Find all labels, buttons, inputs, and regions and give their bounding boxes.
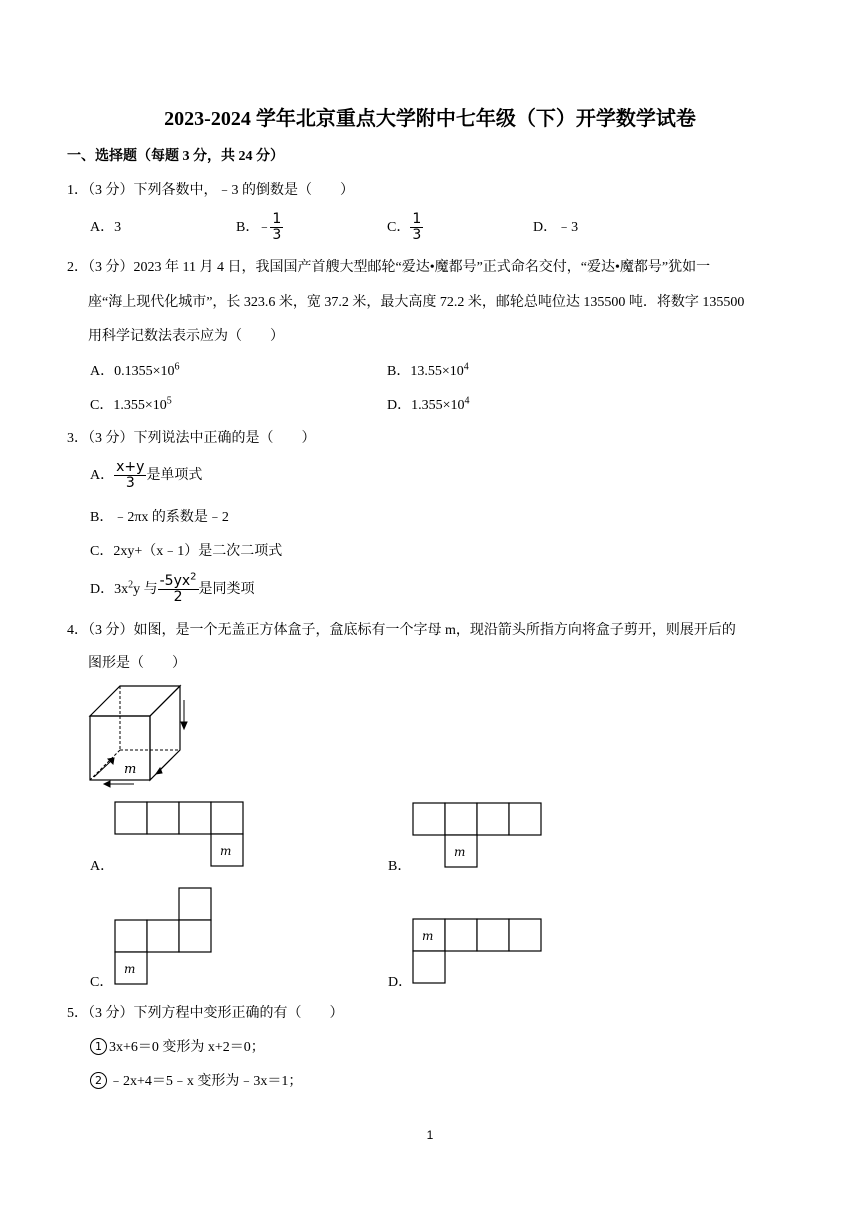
net-letter: m [422,929,434,943]
q3-option-d [90,572,255,608]
section-heading: 一、选择题（每题 3 分，共 24 分） [67,149,284,164]
q3-option-a-label: A． [90,468,115,483]
q2-option-a-text: A．0.1355×10 [90,364,175,379]
q2-stem-line2: 座“海上现代化城市”，长 323.6 米，宽 37.2 米，最大高度 72.2 米，邮轮总吨位达 135500 吨．将数字 135500 [88,295,745,310]
q1-option-c-fraction [410,212,423,243]
circled-number: 2 [90,1072,107,1089]
q5-item-1-text: 3x+6＝0 变形为 x+2＝0； [109,1040,265,1055]
q3-option-d-mid: y 与 [133,582,158,597]
fraction-numerator: 1 [412,211,422,228]
numerator-exponent: 2 [190,571,197,583]
q5-item-2-text: ﹣2x+4＝5﹣x 变形为﹣3x＝1； [109,1074,303,1089]
q4-option-b-net [412,802,544,870]
q1-option-b [236,210,283,246]
q2-stem-line1: 2．（3 分）2023 年 11 月 4 日，我国国产首艘大型邮轮“爱达•魔都号”正式命名交付，“爱达•魔都号”犹如一 [67,260,711,275]
q1-option-b-fraction [270,212,283,243]
q4-option-a-net [114,801,246,869]
q4-option-b-label: B． [388,859,412,874]
cube-right-face [150,686,180,780]
q5-stem: 5．（3 分）下列方程中变形正确的有（ ） [67,1006,344,1021]
q4-option-d-net [412,918,544,986]
q2-option-d-text: D．1.355×10 [387,398,465,413]
q3-stem: 3．（3 分）下列说法中正确的是（ ） [67,431,316,446]
q3-option-d-exponent: 2 [128,579,134,591]
fraction-denominator: 3 [412,227,422,244]
q4-stem-line1: 4．（3 分）如图，是一个无盖正方体盒子，盒底标有一个字母 m，现沿箭头所指方向将盒子剪开，则展开后的 [67,623,736,638]
q3-option-b: B．﹣2πx 的系数是﹣2 [90,510,229,525]
q3-option-a-text: 是单项式 [146,468,203,483]
q3-option-c: C．2xy+（x﹣1）是二次二项式 [90,544,283,559]
q1-option-b-label: B． [236,220,260,235]
q5-item-2 [90,1072,302,1092]
q2-stem-line3: 用科学记数法表示应为（ ） [88,329,284,344]
q2-option-b-exponent: 4 [463,361,469,373]
numerator-text: -5yx [159,573,191,590]
page-number: 1 [426,1128,434,1142]
q2-option-d-exponent: 4 [464,395,470,407]
circled-number: 1 [90,1038,107,1055]
fraction-denominator: 2 [173,589,183,606]
q1-option-c-label: C． [387,220,411,235]
cube-top-face [90,686,180,716]
q1-option-c [387,210,423,246]
diagonal-arrow-icon [94,760,112,777]
q2-option-b-text: B．13.55×10 [387,364,464,379]
cube-letter: m [124,762,137,777]
q4-option-a-label: A． [90,859,115,874]
q4-option-d-label: D． [388,975,413,990]
fraction-numerator: x+y [116,459,145,476]
q2-option-b [387,362,469,382]
q3-option-d-text: 是同类项 [198,582,255,597]
q2-option-a-exponent: 6 [174,361,180,373]
q2-option-c-exponent: 5 [166,395,172,407]
q3-option-d-label: D．3x [90,582,129,597]
q4-stem-line2: 图形是（ ） [88,656,186,671]
q2-option-a [90,362,180,382]
fraction-numerator [158,571,199,590]
q3-option-a [90,458,202,494]
page-title: 2023-2024 学年北京重点大学附中七年级（下）开学数学试卷 [164,108,696,130]
q4-option-c-net [114,887,214,987]
q1-option-d: D．﹣3 [533,220,579,235]
q5-item-1 [90,1038,265,1058]
fraction-denominator: 3 [125,475,135,492]
net-letter: m [220,844,232,858]
fraction-numerator: 1 [272,211,282,228]
fraction-denominator: 3 [272,227,282,244]
q2-option-d [387,396,470,416]
q2-option-c-text: C．1.355×10 [90,398,167,413]
q3-option-d-fraction [158,571,199,606]
q1-option-b-sign: ﹣ [257,220,272,235]
q2-option-c [90,396,172,416]
net-letter: m [454,845,466,859]
open-cube-figure [80,682,200,788]
q1-stem: 1．（3 分）下列各数中，﹣3 的倒数是（ ） [67,183,354,198]
q3-option-a-fraction [114,460,146,491]
q1-option-a: A．3 [90,220,122,235]
q4-option-c-label: C． [90,975,114,990]
net-letter: m [124,962,136,976]
